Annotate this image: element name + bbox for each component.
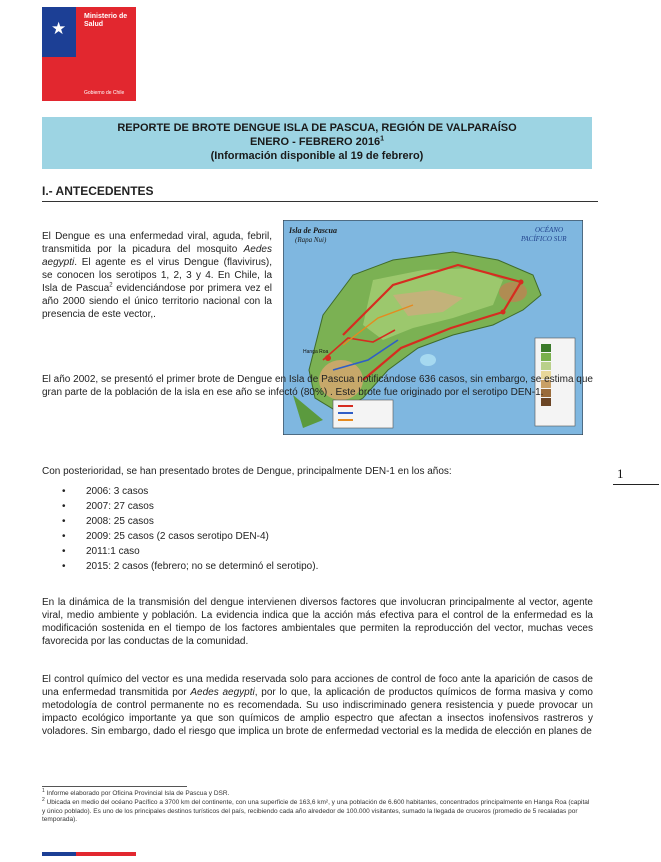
footnote-ref-2[interactable]: 2 [109, 282, 113, 289]
ministerio-salud-logo [42, 7, 136, 101]
list-item: • 2011:1 caso [62, 544, 318, 559]
footer-bar-blue [42, 852, 76, 856]
report-period [42, 135, 592, 149]
report-title: REPORTE DE BROTE DENGUE ISLA DE PASCUA, REGIÓN DE VALPARAÍSO [117, 122, 517, 134]
footnote-2 [42, 796, 594, 825]
map-illustration [283, 220, 583, 435]
footer-flag-bar [42, 852, 136, 856]
map-title: Isla de Pascua [289, 226, 337, 235]
star-icon: ★ [51, 19, 67, 38]
map-subtitle: (Rapa Nui) [295, 236, 327, 244]
paragraph-first-outbreak: El año 2002, se presentó el primer brote de Dengue en Isla de Pascua notificándose 636 casos, sin embargo, se estima que gran parte de la población de la isla en ese año se infectó (80%) . Este brote fue originado por el serotipo DEN-1. [42, 374, 593, 398]
footnote-1-text: Informe elaborado por Oficina Provincial Isla de Pascua y DSR. [44, 790, 230, 797]
page-number: 1 [617, 466, 624, 481]
map-ocean-label-2: PACÍFICO SUR [521, 235, 567, 243]
footnote-divider [42, 786, 187, 787]
p1-text-b: . El agente es el virus Dengue (flavivirus), se conocen los serotipos 1, 2, 3 y 4. En Chile, la Isla de Pascua [42, 257, 272, 294]
outbreak-list [62, 484, 318, 574]
report-period-text: ENERO - FEBRERO 2016 [249, 136, 381, 148]
p1-text-a: El Dengue es una enfermedad viral, aguda, febril, transmitida por la picadura del mosquito [42, 231, 272, 255]
paragraph-chemical-control [42, 673, 593, 738]
logo-gobierno-text: Gobierno de Chile [84, 90, 125, 96]
logo-blue-block [42, 7, 76, 57]
map-ocean-label-1: OCÉANO [535, 226, 563, 234]
p1-text-c: evidenciándose por primera vez el año 2000 siendo el único territorio nacional con la presencia de este vector,. [42, 283, 272, 320]
map-town-label: Hanga Roa [303, 349, 329, 355]
list-item: • 2006: 3 casos [62, 484, 318, 499]
report-info-date: (Información disponible al 19 de febrero) [210, 150, 424, 162]
list-item: • 2009: 25 casos (2 casos serotipo DEN-4) [62, 529, 318, 544]
paragraph-dengue-intro [42, 230, 272, 321]
footnote-1 [42, 787, 594, 799]
list-item: • 2007: 27 casos [62, 499, 318, 514]
species-name: Aedes aegypti [190, 687, 255, 698]
paragraph-outbreak-years: Con posterioridad, se han presentado brotes de Dengue, principalmente DEN-1 en los años: [42, 466, 452, 477]
section-title: I.- ANTECEDENTES [42, 184, 154, 198]
footnote-2-mark: 2 [42, 796, 45, 803]
footnote-ref-1[interactable]: 1 [380, 135, 385, 143]
species-name: Aedes aegypti [42, 244, 272, 268]
report-title-box [42, 117, 592, 169]
logo-ministry-text: Ministerio de Salud [84, 13, 128, 28]
p5-text-a: El control químico del vector es una medida reservada solo para acciones de control de foco ante la aparición de casos de una enfermedad transmitida por [42, 674, 593, 698]
page-number-rule [613, 484, 659, 485]
p5-text-b: , por lo que, la aplicación de productos químicos de forma masiva y como metodología de control permanente no es recomendada. Su uso indiscriminado genera resistencia y puede provocar un impacto ecológico importante ya que son químicos de amplio espectro que afectan a insectos inofensivos rastreros y voladores. Sin embargo, dado el riesgo que implica un brote de enfermedad vectorial es la medida de elección en planes de [42, 687, 593, 737]
section-divider [42, 201, 598, 202]
paragraph-transmission-dynamics: En la dinámica de la transmisión del dengue intervienen diversos factores que involucran principalmente al vector, agente viral, medio ambiente y población. La evidencia indica que la acción más efectiva para el control de la enfermedad es la modificación sostenida en el tiempo de los factores ambientales que permiten la reproducción del vector, muchas veces favorecida por las conductas de la comunidad. [42, 597, 593, 647]
footer-bar-red [76, 852, 136, 856]
list-item: • 2015: 2 casos (febrero; no se determinó el serotipo). [62, 559, 318, 574]
list-item: • 2008: 25 casos [62, 514, 318, 529]
footnote-1-mark: 1 [42, 787, 45, 794]
footnote-2-text: Ubicada en medio del océano Pacífico a 3700 km del continente, con una superficie de 163,6 km², y una población de 6.600 habitantes, concentrados principalmente en Hanga Roa (capital y único poblado). Es uno de los principales destinos turísticos del país, recibiendo cada año alrededor de 100.000 visitantes, sumado la llegada de cruceros (promedio de 5 recaladas por temporada). [42, 799, 590, 823]
easter-island-map [283, 220, 583, 435]
